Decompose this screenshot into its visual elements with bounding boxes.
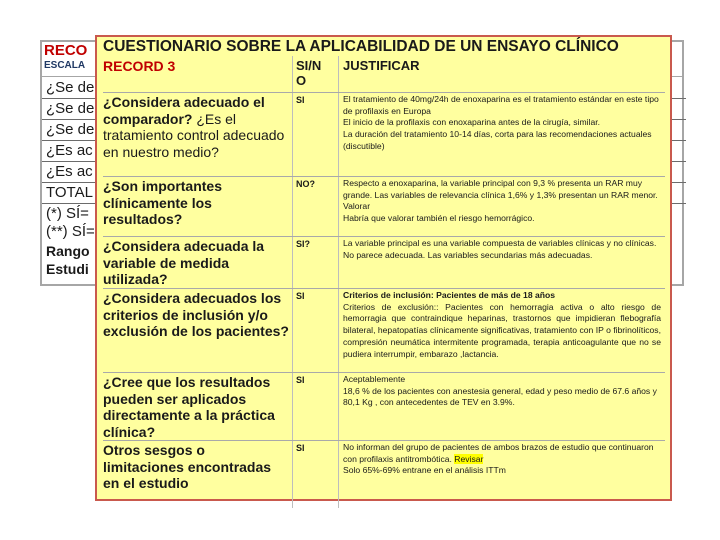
question-text: Otros sesgos o limitaciones encontradas en el estudio [103, 442, 272, 491]
background-row: ¿Se de [42, 99, 686, 120]
justification-text [343, 238, 661, 261]
background-subtitle: ESCALA [42, 60, 684, 77]
justification-line [343, 442, 661, 465]
justification-line: Solo 65%-69% entrane en el análisis ITTm [343, 465, 506, 476]
highlighted-note: Revisar [454, 453, 484, 464]
question-text [103, 94, 289, 160]
justification-line: El inicio de la profilaxis con enoxaparina antes de la cirugía, similar. [343, 117, 600, 128]
background-row: ¿Es ac [42, 141, 686, 162]
question-main: ¿Considera adecuado el comparador? [103, 94, 265, 127]
applicability-questionnaire-card [95, 35, 672, 501]
justification-main: No informan del grupo de pacientes de ambos brazos de estudio que continuaron con profilaxis antitrombótica. [343, 442, 654, 464]
background-title: RECO [44, 42, 88, 59]
justification-line: El tratamiento de 40mg/24h de enoxaparina es el tratamiento estándar en este tipo de profilaxis en Europa [343, 94, 659, 116]
justification-text [343, 374, 661, 409]
justification-text [343, 442, 661, 477]
justification-line: Valorar [343, 201, 371, 212]
justification-line: Habría que valorar también el riesgo hemorrágico. [343, 213, 535, 224]
question-text: ¿Considera adecuados los criterios de inclusión y/o exclusión de los pacientes? [103, 290, 289, 339]
background-row: ¿Es ac [42, 162, 686, 183]
question-text: ¿Considera adecuada la variable de medida utilizada? [103, 238, 265, 287]
answer-value: SI [296, 95, 305, 105]
answer-value: SI? [296, 239, 311, 249]
justification-line: La variable principal es una variable compuesta de variables clínicas y no clínicas. No parece adecuada. Las variables secundarias más adecuadas. [343, 238, 657, 260]
question-text: ¿Cree que los resultados pueden ser aplicados directamente a la práctica clínica? [103, 374, 275, 440]
inclusion-criteria: Criterios de inclusión: Pacientes de más de 18 años [343, 290, 556, 300]
background-bold-row: Estudi [46, 261, 89, 277]
record-label [103, 58, 289, 75]
row-divider [103, 236, 665, 237]
background-row: TOTAL [42, 183, 686, 204]
justification-line: Aceptablemente [343, 374, 406, 384]
row-divider [103, 176, 665, 177]
answer-value: SI [296, 443, 305, 453]
answer-value: SI [296, 375, 305, 385]
background-bold-row: Rango [46, 243, 90, 259]
question-extra: ¿Es el tratamiento control adecuado en nuestro medio? [103, 110, 285, 160]
table-header-row [103, 56, 665, 90]
row-divider [103, 92, 665, 93]
justification-text [343, 178, 661, 225]
justify-column-header: JUSTIFICAR [343, 58, 420, 73]
justification-line: Respecto a enoxaparina, la variable principal con 9,3 % presenta un RAR muy grande. Las variables de relevancia clínica 1,6% y 1,3% presentan un RAR menor. [343, 178, 658, 200]
answer-value: SI [296, 291, 305, 301]
exclusion-criteria: Criterios de exclusión:: Pacientes con hemorragia activa o alto riesgo de hemorragia que contraindique heparinas, trastornos que impidieran flebografía bilateral, hepatopatías clínicamente significativas, tratamiento con IP o fibrinolíticos, compresión neumática intermitente programada, terapia anticoagulante que no se pudiera interrumpir, embarazo ,lactancia. [343, 301, 661, 359]
justification-line: 18,6 % de los pacientes con anestesia general, edad y peso medio de 67.6 años y 80,1 Kg , con antecedentes de TEV en 3.9%. [343, 385, 657, 408]
answer-value: NO? [296, 179, 315, 189]
background-row: ¿Se de [42, 120, 686, 141]
answer-column-header: SI/N O [296, 58, 322, 88]
justification-text [343, 94, 661, 153]
row-divider [103, 440, 665, 441]
justification-line: La duración del tratamiento 10-14 días, corta para las recomendaciones actuales (discutible) [343, 129, 652, 151]
background-row: (*) SÍ= [46, 205, 89, 222]
card-title: CUESTIONARIO SOBRE LA APLICABILIDAD DE UN ENSAYO CLÍNICO [103, 38, 619, 55]
justification-text [343, 290, 661, 360]
background-row: (**) SÍ= [46, 223, 95, 240]
record-label-text: RECORD 3 [103, 58, 176, 74]
question-text: ¿Son importantes clínicamente los resultados? [103, 178, 223, 227]
row-divider [103, 372, 665, 373]
background-row: ¿Se de [42, 78, 686, 99]
row-divider [103, 288, 665, 289]
